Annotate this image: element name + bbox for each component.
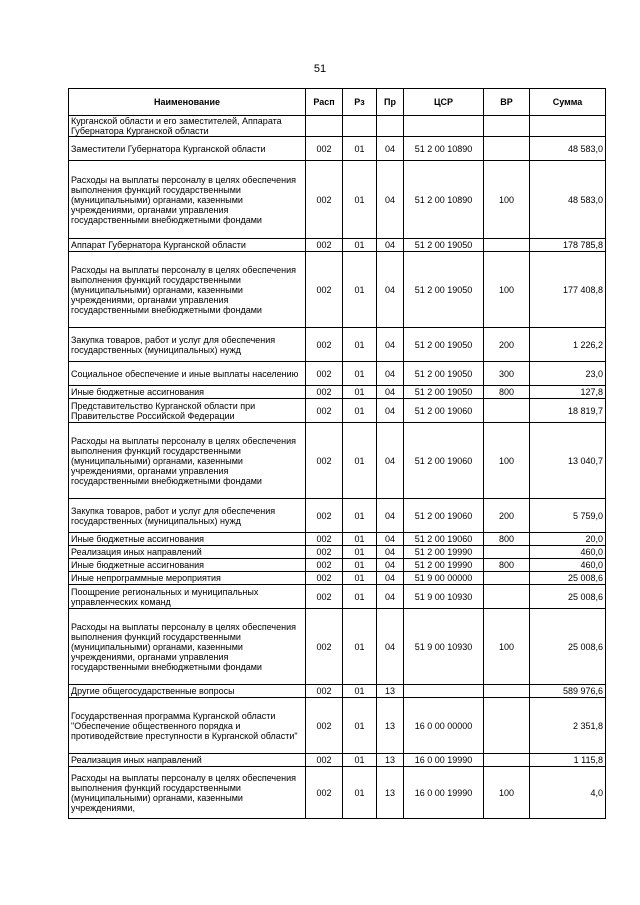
cell-vr: 300 bbox=[484, 362, 530, 386]
cell-csr: 51 2 00 19050 bbox=[404, 328, 484, 362]
cell-sum: 13 040,7 bbox=[530, 423, 606, 499]
column-header-rasp: Расп bbox=[306, 89, 343, 116]
cell-csr: 51 2 00 19990 bbox=[404, 546, 484, 559]
table-row bbox=[69, 698, 606, 754]
cell-pr: 04 bbox=[377, 559, 404, 572]
cell-csr: 51 9 00 10930 bbox=[404, 585, 484, 609]
cell-vr bbox=[484, 685, 530, 698]
cell-name: Иные бюджетные ассигнования bbox=[69, 386, 306, 399]
cell-rz: 01 bbox=[343, 399, 377, 423]
cell-pr: 04 bbox=[377, 533, 404, 546]
cell-sum: 20,0 bbox=[530, 533, 606, 546]
column-header-csr: ЦСР bbox=[404, 89, 484, 116]
cell-csr: 51 2 00 19060 bbox=[404, 533, 484, 546]
cell-vr: 100 bbox=[484, 423, 530, 499]
cell-rasp: 002 bbox=[306, 685, 343, 698]
cell-pr: 04 bbox=[377, 585, 404, 609]
cell-rz: 01 bbox=[343, 239, 377, 252]
cell-vr: 100 bbox=[484, 252, 530, 328]
cell-name: Государственная программа Курганской области "Обеспечение общественного порядка и противодействие преступности в Курганской области" bbox=[69, 698, 306, 754]
cell-rasp: 002 bbox=[306, 137, 343, 161]
cell-rz: 01 bbox=[343, 609, 377, 685]
cell-sum: 1 115,8 bbox=[530, 754, 606, 767]
cell-rasp: 002 bbox=[306, 767, 343, 819]
cell-vr: 200 bbox=[484, 499, 530, 533]
cell-rasp: 002 bbox=[306, 252, 343, 328]
cell-pr: 04 bbox=[377, 328, 404, 362]
cell-vr bbox=[484, 546, 530, 559]
cell-sum: 18 819,7 bbox=[530, 399, 606, 423]
table-row bbox=[69, 767, 606, 819]
cell-csr: 51 9 00 10930 bbox=[404, 609, 484, 685]
cell-rasp bbox=[306, 116, 343, 137]
cell-rz: 01 bbox=[343, 572, 377, 585]
cell-vr bbox=[484, 698, 530, 754]
cell-vr bbox=[484, 137, 530, 161]
cell-pr: 13 bbox=[377, 767, 404, 819]
cell-csr: 51 2 00 19050 bbox=[404, 386, 484, 399]
cell-sum: 25 008,6 bbox=[530, 585, 606, 609]
cell-sum: 25 008,6 bbox=[530, 572, 606, 585]
cell-sum: 25 008,6 bbox=[530, 609, 606, 685]
cell-name: Расходы на выплаты персоналу в целях обеспечения выполнения функций государственными (муниципальными) органами, казенными учреждениями, органами управления государственными внебюджетными фондами bbox=[69, 252, 306, 328]
table-body bbox=[69, 116, 606, 819]
cell-pr: 04 bbox=[377, 161, 404, 239]
table-row bbox=[69, 116, 606, 137]
table-row bbox=[69, 399, 606, 423]
cell-rz: 01 bbox=[343, 252, 377, 328]
cell-vr: 800 bbox=[484, 386, 530, 399]
cell-rasp: 002 bbox=[306, 698, 343, 754]
cell-vr: 100 bbox=[484, 609, 530, 685]
cell-csr: 51 2 00 19990 bbox=[404, 559, 484, 572]
cell-rz: 01 bbox=[343, 754, 377, 767]
cell-rasp: 002 bbox=[306, 362, 343, 386]
table-row bbox=[69, 137, 606, 161]
cell-name: Закупка товаров, работ и услуг для обеспечения государственных (муниципальных) нужд bbox=[69, 499, 306, 533]
cell-rasp: 002 bbox=[306, 239, 343, 252]
cell-name: Заместители Губернатора Курганской области bbox=[69, 137, 306, 161]
cell-pr: 04 bbox=[377, 239, 404, 252]
cell-sum: 4,0 bbox=[530, 767, 606, 819]
cell-csr: 51 9 00 00000 bbox=[404, 572, 484, 585]
cell-pr: 04 bbox=[377, 399, 404, 423]
cell-pr: 13 bbox=[377, 685, 404, 698]
cell-sum: 48 583,0 bbox=[530, 137, 606, 161]
cell-name: Реализация иных направлений bbox=[69, 546, 306, 559]
table-row bbox=[69, 559, 606, 572]
cell-pr: 04 bbox=[377, 386, 404, 399]
cell-rz: 01 bbox=[343, 423, 377, 499]
cell-csr: 16 0 00 19990 bbox=[404, 754, 484, 767]
column-header-sum: Сумма bbox=[530, 89, 606, 116]
cell-rasp: 002 bbox=[306, 399, 343, 423]
table-row bbox=[69, 585, 606, 609]
cell-name: Иные бюджетные ассигнования bbox=[69, 559, 306, 572]
cell-rz: 01 bbox=[343, 546, 377, 559]
cell-name: Другие общегосударственные вопросы bbox=[69, 685, 306, 698]
cell-rz: 01 bbox=[343, 499, 377, 533]
cell-sum: 177 408,8 bbox=[530, 252, 606, 328]
column-header-name: Наименование bbox=[69, 89, 306, 116]
cell-rasp: 002 bbox=[306, 499, 343, 533]
cell-pr: 13 bbox=[377, 754, 404, 767]
cell-csr: 51 2 00 19060 bbox=[404, 399, 484, 423]
cell-sum: 2 351,8 bbox=[530, 698, 606, 754]
column-header-vr: ВР bbox=[484, 89, 530, 116]
cell-rasp: 002 bbox=[306, 386, 343, 399]
cell-pr: 04 bbox=[377, 252, 404, 328]
table-row bbox=[69, 572, 606, 585]
cell-pr: 04 bbox=[377, 423, 404, 499]
cell-rasp: 002 bbox=[306, 609, 343, 685]
cell-rasp: 002 bbox=[306, 559, 343, 572]
page-number: 51 bbox=[313, 63, 327, 75]
cell-rasp: 002 bbox=[306, 328, 343, 362]
cell-csr: 16 0 00 19990 bbox=[404, 767, 484, 819]
cell-vr: 800 bbox=[484, 559, 530, 572]
cell-csr: 51 2 00 19050 bbox=[404, 252, 484, 328]
table-row bbox=[69, 328, 606, 362]
budget-table bbox=[68, 88, 606, 819]
cell-sum: 48 583,0 bbox=[530, 161, 606, 239]
cell-vr bbox=[484, 239, 530, 252]
cell-csr: 51 2 00 19060 bbox=[404, 423, 484, 499]
cell-vr bbox=[484, 116, 530, 137]
cell-csr bbox=[404, 685, 484, 698]
cell-rasp: 002 bbox=[306, 423, 343, 499]
cell-sum: 589 976,6 bbox=[530, 685, 606, 698]
cell-name: Расходы на выплаты персоналу в целях обеспечения выполнения функций государственными (муниципальными) органами, казенными учреждениями, bbox=[69, 767, 306, 819]
cell-pr: 13 bbox=[377, 698, 404, 754]
column-header-rz: Рз bbox=[343, 89, 377, 116]
cell-rasp: 002 bbox=[306, 572, 343, 585]
cell-rasp: 002 bbox=[306, 585, 343, 609]
cell-sum: 460,0 bbox=[530, 546, 606, 559]
cell-sum bbox=[530, 116, 606, 137]
cell-rasp: 002 bbox=[306, 533, 343, 546]
cell-name: Расходы на выплаты персоналу в целях обеспечения выполнения функций государственными (муниципальными) органами, казенными учреждениями, органами управления государственными внебюджетными фондами bbox=[69, 609, 306, 685]
cell-rz bbox=[343, 116, 377, 137]
table-row bbox=[69, 423, 606, 499]
cell-pr: 04 bbox=[377, 499, 404, 533]
cell-pr: 04 bbox=[377, 546, 404, 559]
cell-name: Социальное обеспечение и иные выплаты населению bbox=[69, 362, 306, 386]
cell-rz: 01 bbox=[343, 328, 377, 362]
cell-pr: 04 bbox=[377, 362, 404, 386]
table-row bbox=[69, 685, 606, 698]
cell-rz: 01 bbox=[343, 533, 377, 546]
cell-name: Иные бюджетные ассигнования bbox=[69, 533, 306, 546]
table-row bbox=[69, 546, 606, 559]
table-row bbox=[69, 161, 606, 239]
cell-rasp: 002 bbox=[306, 161, 343, 239]
table-row bbox=[69, 362, 606, 386]
cell-vr bbox=[484, 399, 530, 423]
table-row bbox=[69, 252, 606, 328]
cell-rz: 01 bbox=[343, 386, 377, 399]
cell-csr: 51 2 00 19050 bbox=[404, 239, 484, 252]
cell-sum: 1 226,2 bbox=[530, 328, 606, 362]
column-header-pr: Пр bbox=[377, 89, 404, 116]
cell-rz: 01 bbox=[343, 362, 377, 386]
cell-pr bbox=[377, 116, 404, 137]
cell-name: Расходы на выплаты персоналу в целях обеспечения выполнения функций государственными (муниципальными) органами, казенными учреждениями, органами управления государственными внебюджетными фондами bbox=[69, 161, 306, 239]
cell-rz: 01 bbox=[343, 698, 377, 754]
table-header-row bbox=[69, 89, 606, 116]
table-row bbox=[69, 533, 606, 546]
cell-csr: 51 2 00 19060 bbox=[404, 499, 484, 533]
cell-name: Иные непрограммные мероприятия bbox=[69, 572, 306, 585]
table-row bbox=[69, 754, 606, 767]
cell-rz: 01 bbox=[343, 559, 377, 572]
cell-csr: 51 2 00 10890 bbox=[404, 161, 484, 239]
cell-rz: 01 bbox=[343, 585, 377, 609]
cell-rz: 01 bbox=[343, 161, 377, 239]
cell-sum: 5 759,0 bbox=[530, 499, 606, 533]
cell-name: Расходы на выплаты персоналу в целях обеспечения выполнения функций государственными (муниципальными) органами, казенными учреждениями, органами управления государственными внебюджетными фондами bbox=[69, 423, 306, 499]
table-row bbox=[69, 609, 606, 685]
cell-name: Курганской области и его заместителей, Аппарата Губернатора Курганской области bbox=[69, 116, 306, 137]
cell-name: Реализация иных направлений bbox=[69, 754, 306, 767]
cell-vr bbox=[484, 585, 530, 609]
cell-sum: 178 785,8 bbox=[530, 239, 606, 252]
cell-rz: 01 bbox=[343, 685, 377, 698]
cell-rz: 01 bbox=[343, 767, 377, 819]
cell-vr: 100 bbox=[484, 767, 530, 819]
cell-vr: 100 bbox=[484, 161, 530, 239]
cell-vr: 200 bbox=[484, 328, 530, 362]
cell-vr bbox=[484, 754, 530, 767]
cell-csr: 16 0 00 00000 bbox=[404, 698, 484, 754]
cell-rasp: 002 bbox=[306, 546, 343, 559]
cell-sum: 460,0 bbox=[530, 559, 606, 572]
cell-sum: 127,8 bbox=[530, 386, 606, 399]
cell-rasp: 002 bbox=[306, 754, 343, 767]
cell-pr: 04 bbox=[377, 572, 404, 585]
cell-rz: 01 bbox=[343, 137, 377, 161]
table-row bbox=[69, 239, 606, 252]
cell-pr: 04 bbox=[377, 609, 404, 685]
cell-name: Поощрение региональных и муниципальных управленческих команд bbox=[69, 585, 306, 609]
cell-name: Аппарат Губернатора Курганской области bbox=[69, 239, 306, 252]
cell-csr: 51 2 00 10890 bbox=[404, 137, 484, 161]
table-row bbox=[69, 386, 606, 399]
cell-sum: 23,0 bbox=[530, 362, 606, 386]
table-row bbox=[69, 499, 606, 533]
cell-csr bbox=[404, 116, 484, 137]
cell-vr: 800 bbox=[484, 533, 530, 546]
cell-vr bbox=[484, 572, 530, 585]
cell-pr: 04 bbox=[377, 137, 404, 161]
cell-csr: 51 2 00 19050 bbox=[404, 362, 484, 386]
cell-name: Представительство Курганской области при Правительстве Российской Федерации bbox=[69, 399, 306, 423]
cell-name: Закупка товаров, работ и услуг для обеспечения государственных (муниципальных) нужд bbox=[69, 328, 306, 362]
